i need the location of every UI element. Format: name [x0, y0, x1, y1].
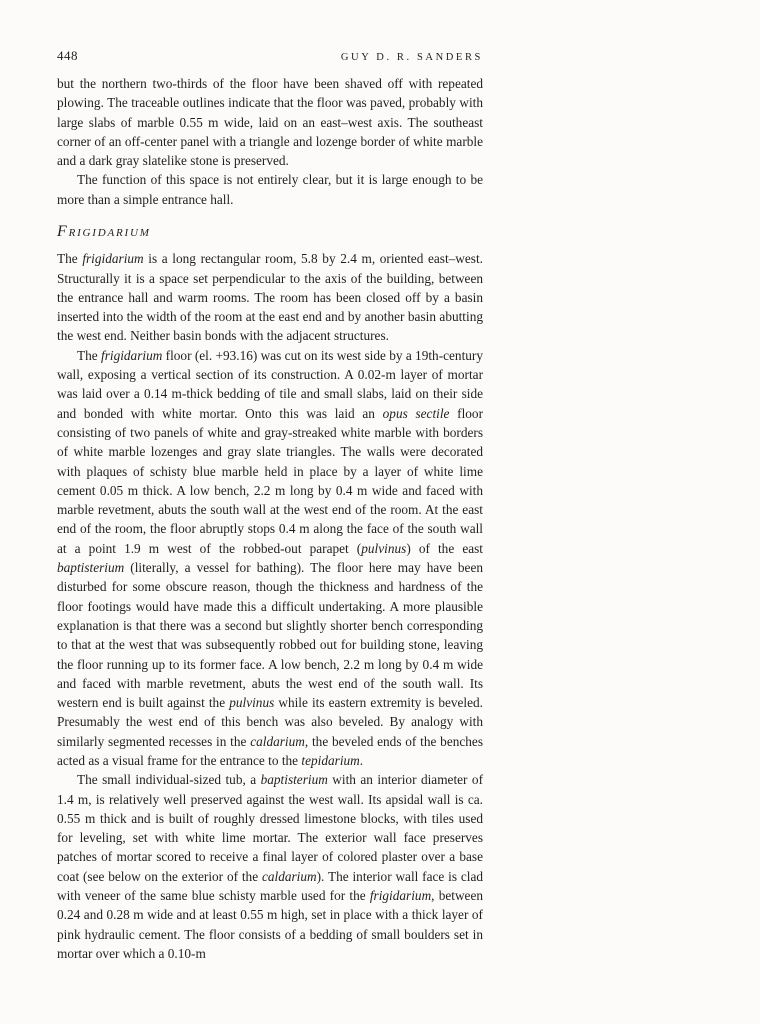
text-run: with an interior diameter of 1.4 m, is relatively well preserved against the west wall. Its apsidal wall is ca. 0.55 m thick and is built of roughly dressed limestone blocks, with tiles used for leveling, set with white lime mortar. The exterior wall face preserves patches of mortar scored to receive a final layer of colored plaster over a base coat (see below on the exterior of the: [57, 772, 483, 884]
text-run: The small individual-sized tub, a: [77, 772, 261, 788]
text-run: while its eastern extremity is beveled. Presumably the west end of this bench was also beveled. By analogy with similarly segmented recesses in the: [57, 695, 483, 749]
text-run: (literally, a vessel for bathing). The floor here may have been disturbed for some obscure reason, though the thickness and hardness of the floor footings would have made this a difficult undertaking. A more plausible explanation is that there was a second but slightly shorter bench corresponding to that at the west that was subsequently robbed out for building stone, leaving the floor running up to its former face. A low bench, 2.2 m long by 0.4 m wide and faced with marble revetment, abuts the west end of the south wall. Its western end is built against the: [57, 560, 483, 711]
running-head: GUY D. R. SANDERS: [340, 52, 483, 63]
running-header: [57, 48, 483, 64]
text-run: The: [77, 347, 101, 363]
page-number: 448: [57, 48, 78, 63]
italic-term: frigidarium: [82, 251, 144, 267]
text-run: floor consisting of two panels of white and gray-streaked white marble with borders of white marble lozenges and gray slate triangles. The walls were decorated with plaques of schisty blue marble held in place by a layer of white lime cement 0.05 m thick. A low bench, 2.2 m long by 0.4 m wide and faced with marble revetment, abuts the south wall at the west end of the room. At the east end of the room, the floor abruptly stops 0.4 m along the face of the south wall at a point 1.9 m west of the robbed-out parapet (: [57, 405, 483, 556]
italic-term: pulvinus: [361, 540, 407, 556]
italic-term: tepidarium: [301, 752, 360, 768]
text-run: .: [359, 752, 364, 768]
paragraph: [57, 249, 483, 345]
section-heading: Frigidarium: [57, 223, 151, 241]
italic-term: opus sectile: [382, 405, 450, 421]
paragraph: [57, 170, 483, 209]
paragraph: [57, 346, 483, 771]
paragraph: [57, 770, 483, 963]
text-run: but the northern two-thirds of the floor have been shaved off with repeated plowing. The traceable outlines indicate that the floor was paved, probably with large slabs of marble 0.55 m wide, laid on an east–west axis. The southeast corner of an off-center panel with a triangle and lozenge border of white marble and a dark gray slatelike stone is preserved.: [57, 76, 483, 169]
body-text: [57, 74, 483, 963]
italic-term: caldarium: [261, 868, 317, 884]
text-run: , between 0.24 and 0.28 m wide and at least 0.55 m high, set in place with a thick layer of pink hydraulic cement. The floor consists of a bedding of small boulders set in mortar over which a 0.10-m: [57, 888, 483, 961]
text-run: , the beveled ends of the benches acted as a visual frame for the entrance to the: [57, 733, 483, 768]
italic-term: frigidarium: [369, 888, 432, 904]
text-run: The: [57, 251, 83, 267]
text-run: ). The interior wall face is clad with veneer of the same blue schisty marble used for the: [57, 868, 484, 904]
italic-term: baptisterium: [57, 560, 125, 576]
italic-term: caldarium: [250, 733, 305, 749]
paragraph: [57, 74, 483, 170]
italic-term: frigidarium: [101, 347, 163, 363]
text-run: The function of this space is not entirely clear, but it is large enough to be more than a simple entrance hall.: [57, 172, 483, 207]
text-run: is a long rectangular room, 5.8 by 2.4 m, oriented east–west. Structurally it is a space set perpendicular to the axis of the building, between the entrance hall and warm rooms. The room has been closed off by a basin inserted into the width of the room at the east end and by another basin abutting the west end. Neither basin bonds with the adjacent structures.: [57, 251, 483, 344]
text-run: floor (el. +93.16) was cut on its west side by a 19th-century wall, exposing a vertical section of its construction. A 0.02-m layer of mortar was laid over a 0.14 m-thick bedding of tile and small slabs, laid on their side and bonded with white mortar. Onto this was laid an: [57, 347, 483, 421]
italic-term: baptisterium: [260, 772, 328, 788]
italic-term: pulvinus: [229, 695, 275, 711]
text-run: ) of the east: [406, 540, 483, 556]
